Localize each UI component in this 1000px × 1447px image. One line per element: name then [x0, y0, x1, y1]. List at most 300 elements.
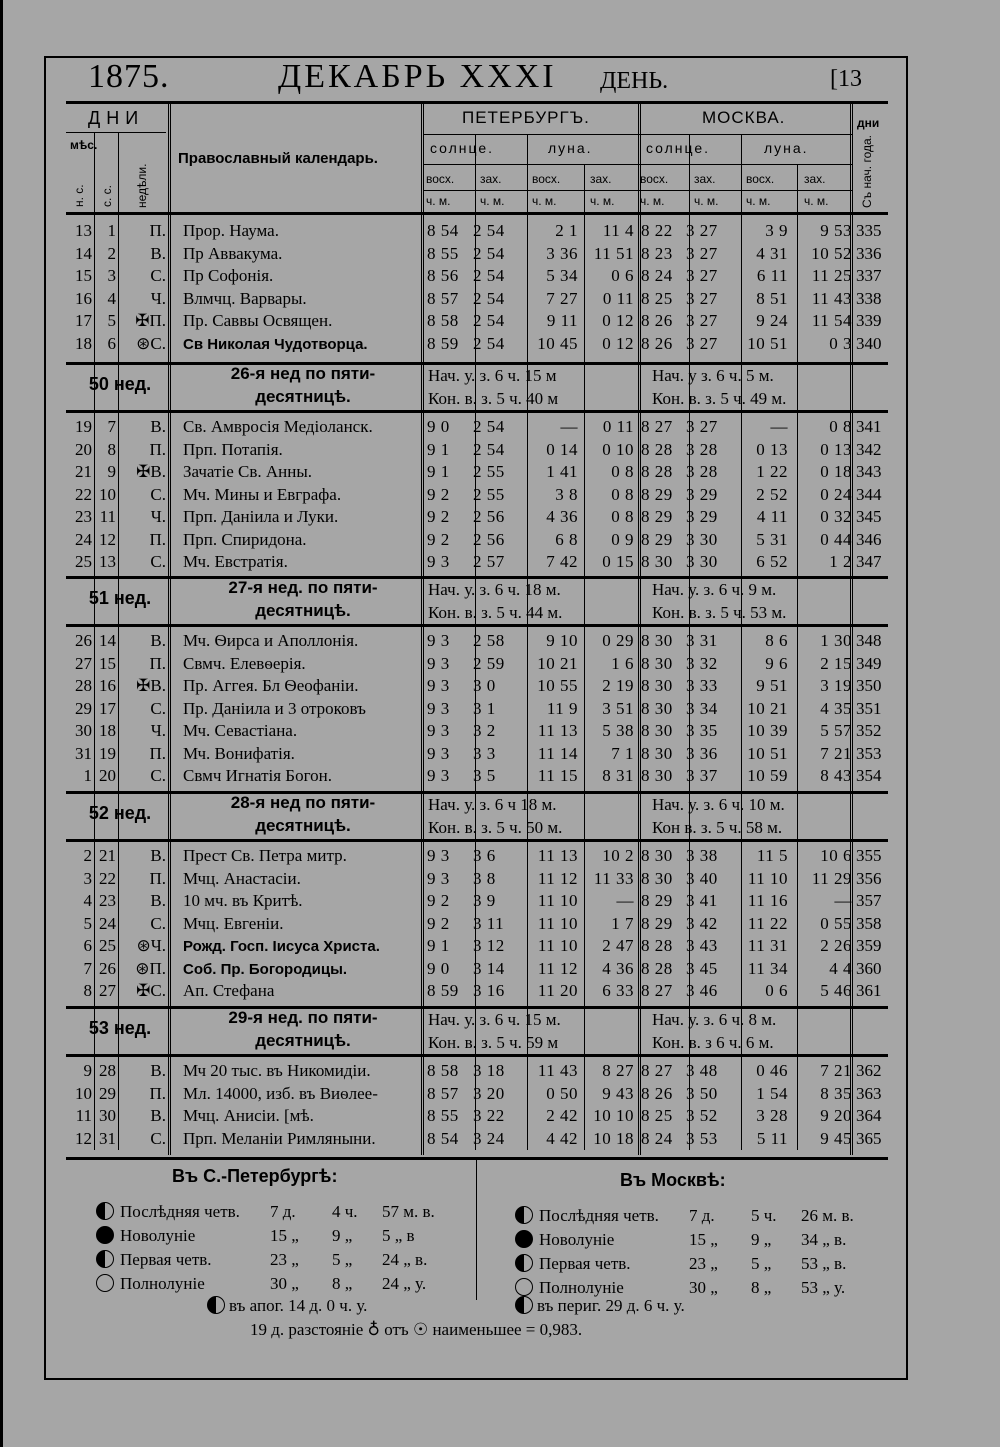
spb-sunrise: 9 2 [427, 913, 450, 933]
day-of-year: 348 [856, 631, 882, 650]
spb-moonrise: 9 11 [546, 311, 578, 330]
msk-moonset: 0 13 [820, 439, 852, 459]
moon-phase-row [515, 1206, 854, 1226]
spb-moonrise: 11 12 [537, 868, 578, 888]
msk-dusk-end: Кон. в. з. 5 ч. 53 м. [652, 603, 787, 622]
weekday: В. [150, 243, 166, 263]
msk-sunrise: 8 30 [641, 631, 673, 650]
spb-sunset: 2 54 [473, 417, 505, 436]
spb-moonrise: 11 12 [537, 958, 578, 978]
msk-moonset: 0 18 [820, 462, 852, 481]
column-rule [797, 164, 798, 1150]
full-moon-icon [96, 1274, 114, 1292]
spb-sunrise: 9 3 [427, 698, 450, 718]
day-ns: 18 [75, 333, 92, 353]
table-row [66, 220, 888, 243]
saint-name: Свмч Игнатія Богон. [183, 766, 332, 785]
spb-moonset: 6 33 [602, 981, 634, 1000]
msk-moonset: 4 4 [829, 958, 852, 978]
spb-sunset: 3 2 [473, 721, 496, 740]
col-ns-label: н. с. [72, 184, 86, 207]
day-ss: 14 [99, 631, 116, 650]
msk-moonrise: 0 46 [756, 1061, 788, 1080]
msk-moonrise: 1 22 [756, 462, 788, 481]
column-rule [421, 101, 427, 1155]
col-days-year-label: дни [857, 116, 880, 130]
table-row [66, 416, 888, 439]
msk-sunrise: 8 28 [641, 462, 673, 481]
moon-phase-h: 8 „ [332, 1274, 353, 1293]
spb-moon-set-label: зах. [590, 172, 612, 186]
msk-sunset: 3 27 [686, 311, 718, 330]
weekday: Ч. [150, 721, 166, 740]
week-rule [66, 839, 888, 842]
spb-sunrise: 9 1 [427, 936, 450, 955]
spb-sunrise: 9 2 [427, 891, 450, 910]
msk-sunrise: 8 24 [641, 266, 673, 285]
msk-sunset: 3 46 [686, 981, 718, 1000]
msk-sunset: 3 43 [686, 936, 718, 955]
spb-sunset: 3 24 [473, 1128, 505, 1148]
msk-dawn-start: Нач. у. з. 6 ч. 9 м. [652, 580, 777, 599]
spb-sunset: 3 3 [473, 743, 496, 763]
spb-sunset: 3 16 [473, 981, 505, 1000]
new-moon-icon [96, 1226, 114, 1244]
msk-sunset: 3 32 [686, 653, 718, 673]
msk-moonrise: 5 11 [756, 1128, 788, 1148]
spb-sunset: 3 6 [473, 846, 496, 865]
spb-moonrise: 1 41 [546, 462, 578, 481]
weekday: С. [150, 698, 166, 718]
weekday: П. [149, 1083, 166, 1103]
spb-moonset: 8 31 [602, 766, 634, 785]
day-of-year: 358 [856, 913, 882, 933]
msk-sunrise: 8 30 [641, 698, 673, 718]
table-row [66, 288, 888, 311]
day-of-year: 338 [856, 288, 882, 308]
day-ss: 10 [99, 484, 116, 504]
spb-moonrise: 11 9 [546, 698, 578, 718]
spb-moonset: 0 15 [602, 552, 634, 571]
spb-moon-rise-label: восх. [532, 172, 561, 186]
day-of-year: 359 [856, 936, 882, 955]
table-row [66, 630, 888, 653]
weekday: П. [149, 653, 166, 673]
footer-msk-perigee: въ периг. 29 д. 6 ч. у. [515, 1296, 685, 1316]
spb-sunset: 3 12 [473, 936, 505, 955]
day-ss: 5 [107, 311, 116, 330]
moon-phase-d: 30 „ [270, 1274, 299, 1293]
footer-rule [66, 1157, 888, 1160]
day-ns: 28 [75, 676, 92, 695]
spb-moonrise: 11 20 [537, 981, 578, 1000]
msk-moonrise: 11 34 [747, 958, 788, 978]
weekday: П. [149, 221, 166, 240]
msk-sunrise: 8 30 [641, 743, 673, 763]
spb-sunset: 2 54 [473, 288, 505, 308]
moon-phase-name: Первая четв. [120, 1250, 212, 1269]
msk-moonrise: 11 10 [747, 868, 788, 888]
spb-moonrise: 11 13 [537, 846, 578, 865]
spb-moonset: 2 47 [602, 936, 634, 955]
weekday: С. [150, 484, 166, 504]
msk-dusk-end: Кон в. з. 5 ч. 58 м. [652, 818, 783, 837]
moon-phase-d: 15 „ [689, 1230, 718, 1249]
moon-phase-d: 7 д. [689, 1206, 715, 1225]
msk-moonrise: 4 31 [756, 243, 788, 263]
spb-sunrise: 9 1 [427, 439, 450, 459]
day-of-year: 353 [856, 743, 882, 763]
saint-name: 10 мч. въ Критѣ. [183, 891, 303, 910]
header-day-word: ДЕНЬ. [600, 68, 669, 94]
msk-moonset: 8 43 [820, 766, 852, 785]
day-ns: 12 [75, 1128, 92, 1148]
spb-moonset: 3 51 [602, 698, 634, 718]
table-row [66, 765, 888, 788]
msk-moonset: 9 20 [820, 1106, 852, 1125]
day-of-year: 355 [856, 846, 882, 865]
spb-sunrise: 9 3 [427, 653, 450, 673]
table-row [66, 529, 888, 552]
msk-sunrise: 8 26 [641, 311, 673, 330]
msk-moonset: 11 25 [811, 266, 852, 285]
msk-sunset: 3 29 [686, 484, 718, 504]
spb-moonrise: 2 42 [546, 1106, 578, 1125]
moon-phase-row [515, 1230, 847, 1250]
spb-sunset: 2 55 [473, 462, 505, 481]
day-ss: 20 [99, 766, 116, 785]
spb-moonset: 0 10 [602, 439, 634, 459]
spb-sunrise: 9 0 [427, 417, 450, 436]
spb-moonset: 8 27 [602, 1061, 634, 1080]
spb-moonset: 0 8 [611, 462, 634, 481]
saint-name: Прп. Спиридона. [183, 529, 307, 549]
day-ss: 12 [99, 529, 116, 549]
day-ss: 6 [107, 333, 116, 353]
spb-dawn-start: Нач. у. з. 6 ч. 15 м [428, 366, 557, 385]
spb-moonrise: 11 15 [537, 766, 578, 785]
day-of-year: 361 [856, 981, 882, 1000]
msk-sunset: 3 33 [686, 676, 718, 695]
moon-phase-h: 5 „ [751, 1254, 772, 1273]
spb-moonset: 0 11 [602, 417, 634, 436]
table-row [66, 913, 888, 936]
day-of-year: 346 [856, 529, 882, 549]
spb-dusk-end: Кон. в. з. 5 ч. 59 м [428, 1033, 559, 1052]
sunday-title-line2: десятницѣ. [255, 387, 351, 406]
spb-sunset: 3 1 [473, 698, 496, 718]
week-rule [66, 624, 888, 627]
day-of-year: 342 [856, 439, 882, 459]
week-block [66, 791, 888, 841]
day-ss: 27 [99, 981, 116, 1000]
saint-name: Прест Св. Петра митр. [183, 846, 347, 865]
day-ns: 10 [75, 1083, 92, 1103]
table-row [66, 551, 888, 574]
spb-dusk-end: Кон. в. з. 5 ч. 40 м [428, 389, 559, 408]
spb-moonrise: 11 10 [537, 913, 578, 933]
msk-moonset: 7 21 [820, 1061, 852, 1080]
msk-sun-set-label: зах. [694, 172, 716, 186]
msk-sunrise: 8 28 [641, 936, 673, 955]
spb-sunrise: 8 55 [427, 1106, 459, 1125]
col-month-label: мѣс. [70, 138, 98, 152]
weekday: С. [150, 913, 166, 933]
msk-moonrise: 10 39 [747, 721, 788, 740]
spb-moon-label: луна. [548, 140, 593, 156]
day-ns: 11 [75, 1106, 92, 1125]
week-number-label: 52 нед. [88, 803, 152, 823]
msk-sun-label: солнце. [646, 140, 711, 156]
col-since-label: Съ нач. года. [860, 135, 874, 208]
msk-sunset: 3 50 [686, 1083, 718, 1103]
day-ss: 24 [99, 913, 116, 933]
spb-sunrise: 8 57 [427, 288, 459, 308]
spb-sunrise: 9 2 [427, 529, 450, 549]
spb-dusk-end: Кон. в. з. 5 ч. 50 м. [428, 818, 563, 837]
spb-sunrise: 9 2 [427, 484, 450, 504]
msk-sunrise: 8 29 [641, 891, 673, 910]
msk-sun-rise-unit: ч. м. [640, 194, 665, 208]
saint-name: Зачатіе Св. Анны. [183, 462, 312, 481]
sunday-title-line2: десятницѣ. [255, 1031, 351, 1050]
weekday: ✠В. [136, 676, 166, 695]
last-quarter-icon [96, 1202, 114, 1220]
msk-moonrise: 10 59 [747, 766, 788, 785]
spb-sunset: 2 54 [473, 221, 505, 240]
day-ss: 21 [99, 846, 116, 865]
msk-sunrise: 8 27 [641, 981, 673, 1000]
spb-moonset: 10 2 [602, 846, 634, 865]
saint-name: Мл. 14000, изб. въ Виѳлее- [183, 1083, 378, 1103]
weekday: В. [150, 1061, 166, 1080]
day-ns: 3 [83, 868, 92, 888]
table-row [66, 845, 888, 868]
table-row [66, 675, 888, 698]
week-block [66, 362, 888, 412]
weekday: В. [150, 631, 166, 650]
spb-moonset: 1 7 [611, 913, 634, 933]
day-ns: 6 [83, 936, 92, 955]
saint-name: Свмч. Елевѳерія. [183, 653, 306, 673]
day-ns: 9 [83, 1061, 92, 1080]
msk-sunset: 3 38 [686, 846, 718, 865]
msk-moonset: 11 43 [811, 288, 852, 308]
msk-sunset: 3 52 [686, 1106, 718, 1125]
moon-phase-d: 15 „ [270, 1226, 299, 1245]
spb-sunset: 3 5 [473, 766, 496, 785]
msk-sunset: 3 30 [686, 529, 718, 549]
spb-sunrise: 9 2 [427, 507, 450, 526]
msk-moonrise: 6 11 [756, 266, 788, 285]
saint-name: Пр. Даніила и 3 отроковъ [183, 698, 366, 718]
moon-phase-d: 23 „ [689, 1254, 718, 1273]
msk-moonset: 0 55 [820, 913, 852, 933]
moon-phase-m: 26 м. в. [801, 1206, 854, 1225]
spb-moonset: 11 51 [593, 243, 634, 263]
footer-distance: 19 д. разстояніе ♁ отъ ☉ наименьшее = 0,983. [250, 1320, 583, 1339]
msk-dusk-end: Кон. в. з. 5 ч. 49 м. [652, 389, 787, 408]
spb-moonrise: 11 10 [537, 891, 578, 910]
day-ss: 28 [99, 1061, 116, 1080]
week-block [66, 1006, 888, 1056]
msk-moon-set-label: зах. [804, 172, 826, 186]
day-of-year: 352 [856, 721, 882, 740]
column-rule [168, 101, 174, 1155]
msk-sunrise: 8 30 [641, 868, 673, 888]
saint-name: Мч. Евстратія. [183, 552, 288, 571]
table-row [66, 333, 888, 356]
msk-sunset: 3 27 [686, 417, 718, 436]
moon-phase-name: Новолуніе [539, 1230, 615, 1249]
saint-name: Соб. Пр. Богородицы. [183, 960, 348, 978]
header-page-number: [13 [830, 66, 862, 92]
moon-icon [207, 1296, 225, 1314]
week-rule [66, 410, 888, 413]
spb-moonrise: 10 45 [537, 333, 578, 353]
msk-dawn-start: Нач. у з. 6 ч. 5 м. [652, 366, 774, 385]
day-of-year: 335 [856, 221, 882, 240]
day-ns: 30 [75, 721, 92, 740]
moon-phase-m: 24 „ в. [382, 1250, 428, 1269]
day-ns: 4 [83, 891, 92, 910]
moon-icon [515, 1296, 533, 1314]
msk-moonset: 0 44 [820, 529, 852, 549]
spb-moonrise: 0 14 [546, 439, 578, 459]
last-quarter-icon [515, 1206, 533, 1224]
msk-sunrise: 8 26 [641, 1083, 673, 1103]
spb-moon-set-unit: ч. м. [590, 194, 615, 208]
saint-name: Прор. Наума. [183, 221, 279, 240]
day-ns: 16 [75, 288, 92, 308]
sunday-title-line1: 26-я нед по пяти- [230, 364, 376, 383]
spb-moonset: 1 6 [611, 653, 634, 673]
spb-sunset: 2 56 [473, 507, 505, 526]
msk-moonset: 1 2 [829, 552, 852, 571]
spb-moonset: 0 12 [602, 311, 634, 330]
msk-sunrise: 8 29 [641, 484, 673, 504]
spb-moonrise: 11 13 [537, 721, 578, 740]
msk-moonset: 0 32 [820, 507, 852, 526]
spb-moonset: 0 12 [602, 333, 634, 353]
spb-sunset: 2 55 [473, 484, 505, 504]
spb-sunset: 3 0 [473, 676, 496, 695]
day-ss: 25 [99, 936, 116, 955]
saint-name: Прп. Меланіи Римляныни. [183, 1128, 376, 1148]
msk-dawn-start: Нач. у. з. 6 ч. 8 м. [652, 1010, 777, 1029]
msk-sunrise: 8 26 [641, 333, 673, 353]
day-of-year: 350 [856, 676, 882, 695]
day-ss: 7 [107, 417, 116, 436]
msk-sunset: 3 28 [686, 462, 718, 481]
day-ns: 2 [83, 846, 92, 865]
new-moon-icon [515, 1230, 533, 1248]
saint-name: Мч. Вонифатія. [183, 743, 295, 763]
msk-moonset: 3 19 [820, 676, 852, 695]
msk-moonset: 11 29 [811, 868, 852, 888]
spb-moonset: 11 33 [593, 868, 634, 888]
spb-moonrise: 0 50 [546, 1083, 578, 1103]
msk-moon-set-unit: ч. м. [804, 194, 829, 208]
spb-moonrise: 10 21 [537, 653, 578, 673]
msk-sunset: 3 30 [686, 552, 718, 571]
saint-name: Влмчц. Варвары. [183, 288, 307, 308]
spb-moonset: 0 8 [611, 507, 634, 526]
moon-phase-name: Первая четв. [539, 1254, 631, 1273]
day-ss: 17 [99, 698, 116, 718]
msk-sunset: 3 29 [686, 507, 718, 526]
moon-phase-d: 23 „ [270, 1250, 299, 1269]
table-row [66, 890, 888, 913]
spb-moonset: 0 9 [611, 529, 634, 549]
day-ss: 18 [99, 721, 116, 740]
day-ss: 22 [99, 868, 116, 888]
table-row [66, 935, 888, 958]
msk-sunrise: 8 29 [641, 913, 673, 933]
weekday: С. [150, 266, 166, 285]
table-row [66, 1083, 888, 1106]
day-of-year: 343 [856, 462, 882, 481]
spb-sunrise: 8 54 [427, 221, 459, 240]
spb-moonrise: 11 43 [537, 1061, 578, 1080]
msk-moonset: 11 54 [811, 311, 852, 330]
col-spb-title: ПЕТЕРБУРГЪ. [462, 108, 590, 127]
msk-sunset: 3 27 [686, 243, 718, 263]
saint-name: Рожд. Госп. Іисуса Христа. [183, 938, 380, 955]
rule [66, 132, 166, 133]
spb-sunrise: 9 3 [427, 766, 450, 785]
spb-sunrise: 9 3 [427, 868, 450, 888]
day-ns: 21 [75, 462, 92, 481]
spb-sunset: 3 14 [473, 958, 505, 978]
moon-phase-row [96, 1202, 435, 1222]
header-title: ДЕКАБРЬ XXXI [278, 58, 557, 95]
weekday: ✠С. [136, 981, 166, 1000]
msk-moonset: 1 30 [820, 631, 852, 650]
week-rule [66, 362, 888, 365]
msk-moonrise: — [770, 417, 788, 436]
saint-name: Св. Амвросія Медіоланск. [183, 417, 373, 436]
msk-moonrise: 9 51 [756, 676, 788, 695]
column-rule [689, 134, 690, 1150]
weekday: П. [149, 868, 166, 888]
spb-sunrise: 9 1 [427, 462, 450, 481]
spb-moonset: 4 36 [602, 958, 634, 978]
day-ns: 29 [75, 698, 92, 718]
spb-sunset: 3 8 [473, 868, 496, 888]
day-of-year: 363 [856, 1083, 882, 1103]
msk-sunrise: 8 30 [641, 846, 673, 865]
msk-moonrise: 2 52 [756, 484, 788, 504]
spb-sunrise: 8 57 [427, 1083, 459, 1103]
day-of-year: 360 [856, 958, 882, 978]
day-of-year: 336 [856, 243, 882, 263]
day-ss: 9 [107, 462, 116, 481]
table-row [66, 243, 888, 266]
msk-dusk-end: Кон. в. з 6 ч. 6 м. [652, 1033, 774, 1052]
table-row [66, 1105, 888, 1128]
saint-name: Прп. Даніила и Луки. [183, 507, 339, 526]
msk-moonset: 9 53 [820, 221, 852, 240]
msk-moonrise: 0 6 [765, 981, 788, 1000]
weekday: ⊛Ч. [136, 936, 166, 955]
msk-sunset: 3 41 [686, 891, 718, 910]
day-ns: 5 [83, 913, 92, 933]
moon-phase-m: 53 „ в. [801, 1254, 847, 1273]
spb-sunset: 2 54 [473, 243, 505, 263]
spb-sunset: 3 22 [473, 1106, 505, 1125]
weekday: В. [150, 1106, 166, 1125]
